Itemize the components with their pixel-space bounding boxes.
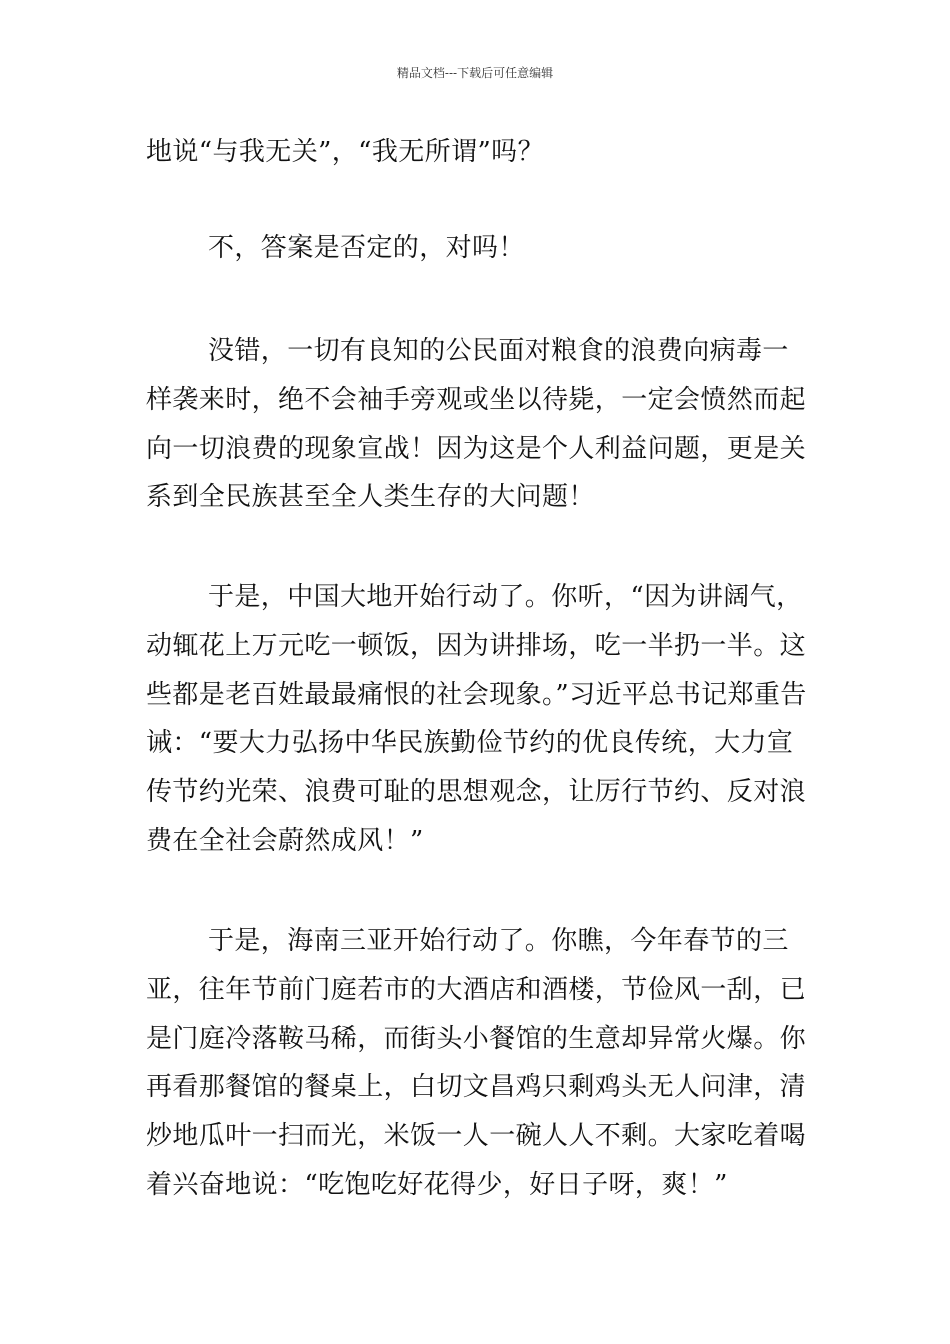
paragraph: 于是，海南三亚开始行动了。你瞧，今年春节的三亚，往年节前门庭若市的大酒店和酒楼，节俭风一刮，已是门庭冷落鞍马稀，而街头小餐馆的生意却异常火爆。你再看那餐馆的餐桌上，白切文昌鸡只剩鸡头无人问津，清炒地瓜叶一扫而光，米饭一人一碗人人不剩。大家吃着喝着兴奋地说：“吃饱吃好花得少，好日子呀，爽！” — [146, 926, 807, 1200]
page-header: 精品文档---下载后可任意编辑 — [396, 66, 554, 80]
paragraph: 没错，一切有良知的公民面对粮食的浪费向病毒一样袭来时，绝不会袖手旁观或坐以待毙，一定会愤然而起向一切浪费的现象宣战！因为这是个人利益问题，更是关系到全民族甚至全人类生存的大问题！ — [146, 336, 807, 513]
paragraph: 于是，中国大地开始行动了。你听，“因为讲阔气，动辄花上万元吃一顿饭，因为讲排场，吃一半扔一半。这些都是老百姓最最痛恨的社会现象。”习近平总书记郑重告诫：“要大力弘扬中华民族勤俭节约的优良传统，大力宣传节约光荣、浪费可耻的思想观念，让厉行节约、反对浪费在全社会蔚然成风！” — [146, 582, 807, 856]
paragraph-continuation: 地说“与我无关”，“我无所谓”吗？ — [146, 137, 544, 167]
paragraph: 不，答案是否定的，对吗！ — [208, 233, 525, 263]
